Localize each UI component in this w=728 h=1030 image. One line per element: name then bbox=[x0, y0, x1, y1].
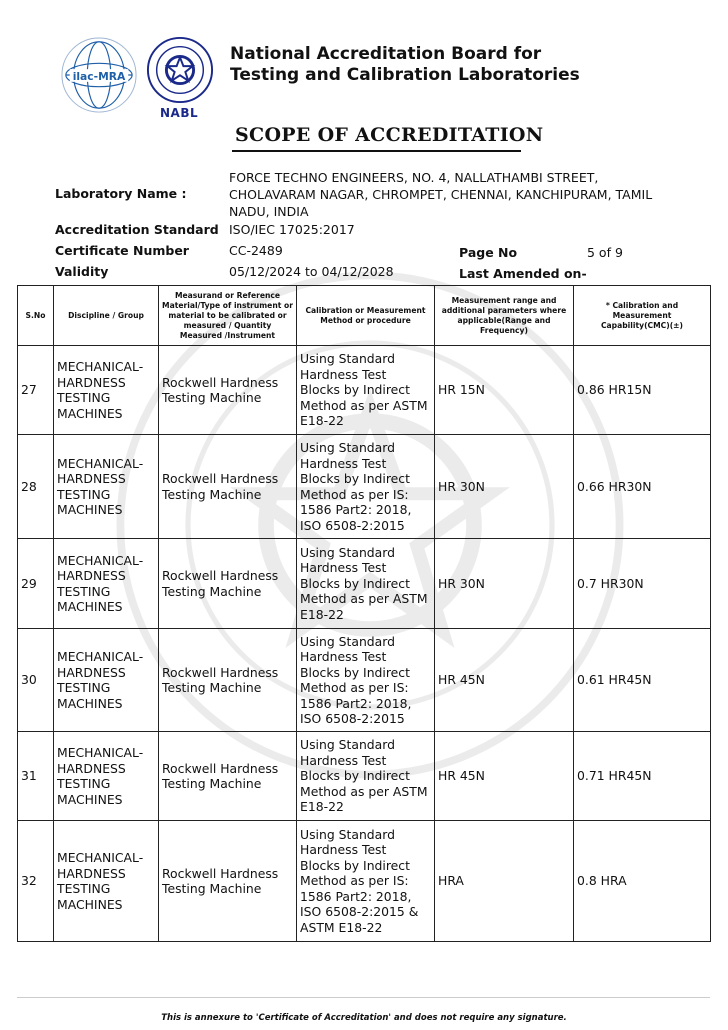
cell-cmc: 0.7 HR30N bbox=[574, 539, 711, 629]
cell-method: Using Standard Hardness Test Blocks by Indirect Method as per IS: 1586 Part2: 2018, ISO 6508-2:2015 bbox=[297, 629, 435, 732]
scope-title-underline bbox=[232, 150, 521, 152]
lab-name-line2: CHOLAVARAM NAGAR, CHROMPET, CHENNAI, KANCHIPURAM, TAMIL bbox=[229, 187, 653, 202]
cell-range: HR 15N bbox=[435, 346, 574, 435]
cell-instrument: Rockwell Hardness Testing Machine bbox=[159, 539, 297, 629]
cell-instrument: Rockwell Hardness Testing Machine bbox=[159, 821, 297, 942]
validity-label: Validity bbox=[55, 264, 109, 279]
cell-sno: 27 bbox=[18, 346, 54, 435]
cell-cmc: 0.71 HR45N bbox=[574, 732, 711, 821]
cell-instrument: Rockwell Hardness Testing Machine bbox=[159, 629, 297, 732]
cell-method: Using Standard Hardness Test Blocks by Indirect Method as per IS: 1586 Part2: 2018, ISO 6508-2:2015 & ASTM E18-22 bbox=[297, 821, 435, 942]
header-range: Measurement range and additional parameters where applicable(Range and Frequency) bbox=[435, 286, 574, 346]
table-row bbox=[18, 821, 711, 942]
table-row bbox=[18, 629, 711, 732]
cell-instrument: Rockwell Hardness Testing Machine bbox=[159, 435, 297, 539]
cell-sno: 31 bbox=[18, 732, 54, 821]
header-cmc: * Calibration and Measurement Capability(CMC)(±) bbox=[574, 286, 711, 346]
cell-range: HRA bbox=[435, 821, 574, 942]
cell-instrument: Rockwell Hardness Testing Machine bbox=[159, 346, 297, 435]
cell-discipline: MECHANICAL- HARDNESS TESTING MACHINES bbox=[54, 629, 159, 732]
cell-discipline: MECHANICAL- HARDNESS TESTING MACHINES bbox=[54, 435, 159, 539]
page-no-label: Page No bbox=[459, 245, 518, 260]
certificate-value: CC-2489 bbox=[229, 243, 283, 258]
cell-cmc: 0.8 HRA bbox=[574, 821, 711, 942]
ilac-logo-text: ilac-MRA bbox=[72, 69, 126, 83]
table-row bbox=[18, 435, 711, 539]
cell-range: HR 30N bbox=[435, 539, 574, 629]
header-method: Calibration or Measurement Method or procedure bbox=[297, 286, 435, 346]
certificate-label: Certificate Number bbox=[55, 243, 189, 258]
cell-discipline: MECHANICAL- HARDNESS TESTING MACHINES bbox=[54, 732, 159, 821]
ilac-mra-logo bbox=[60, 36, 138, 114]
lab-name-line3: NADU, INDIA bbox=[229, 204, 309, 219]
cell-discipline: MECHANICAL- HARDNESS TESTING MACHINES bbox=[54, 821, 159, 942]
footer-divider bbox=[17, 997, 710, 998]
cell-sno: 30 bbox=[18, 629, 54, 732]
cell-sno: 32 bbox=[18, 821, 54, 942]
footer-note: This is annexure to 'Certificate of Accreditation' and does not require any signature. bbox=[161, 1013, 567, 1023]
board-title-line1: National Accreditation Board for bbox=[230, 44, 542, 64]
nabl-logo bbox=[146, 36, 214, 104]
table-row bbox=[18, 346, 711, 435]
header-sno: S.No bbox=[18, 286, 54, 346]
board-title bbox=[230, 44, 580, 86]
scope-title: SCOPE OF ACCREDITATION bbox=[235, 124, 544, 146]
standard-value: ISO/IEC 17025:2017 bbox=[229, 222, 355, 237]
lab-name-line1: FORCE TECHNO ENGINEERS, NO. 4, NALLATHAMBI STREET, bbox=[229, 170, 599, 185]
table-row bbox=[18, 539, 711, 629]
header-discipline: Discipline / Group bbox=[54, 286, 159, 346]
cell-discipline: MECHANICAL- HARDNESS TESTING MACHINES bbox=[54, 346, 159, 435]
cell-sno: 29 bbox=[18, 539, 54, 629]
last-amended-label: Last Amended on- bbox=[459, 266, 587, 281]
cell-range: HR 45N bbox=[435, 629, 574, 732]
cell-discipline: MECHANICAL- HARDNESS TESTING MACHINES bbox=[54, 539, 159, 629]
table-row bbox=[18, 732, 711, 821]
table-header-row bbox=[18, 286, 711, 346]
cell-instrument: Rockwell Hardness Testing Machine bbox=[159, 732, 297, 821]
nabl-logo-label: NABL bbox=[160, 106, 199, 120]
lab-name-label: Laboratory Name : bbox=[55, 186, 187, 201]
validity-value: 05/12/2024 to 04/12/2028 bbox=[229, 264, 394, 279]
cell-range: HR 45N bbox=[435, 732, 574, 821]
cell-cmc: 0.61 HR45N bbox=[574, 629, 711, 732]
header-instrument: Measurand or Reference Material/Type of instrument or material to be calibrated or measured / Quantity Measured /Instrument bbox=[159, 286, 297, 346]
cell-method: Using Standard Hardness Test Blocks by Indirect Method as per ASTM E18-22 bbox=[297, 732, 435, 821]
cell-cmc: 0.66 HR30N bbox=[574, 435, 711, 539]
cell-sno: 28 bbox=[18, 435, 54, 539]
board-title-line2: Testing and Calibration Laboratories bbox=[230, 65, 580, 85]
cell-cmc: 0.86 HR15N bbox=[574, 346, 711, 435]
cell-method: Using Standard Hardness Test Blocks by Indirect Method as per ASTM E18-22 bbox=[297, 346, 435, 435]
cell-method: Using Standard Hardness Test Blocks by Indirect Method as per IS: 1586 Part2: 2018, ISO 6508-2:2015 bbox=[297, 435, 435, 539]
standard-label: Accreditation Standard bbox=[55, 222, 219, 237]
cell-range: HR 30N bbox=[435, 435, 574, 539]
lab-name-value bbox=[229, 169, 652, 220]
scope-table bbox=[17, 285, 711, 942]
cell-method: Using Standard Hardness Test Blocks by Indirect Method as per ASTM E18-22 bbox=[297, 539, 435, 629]
page-no-value: 5 of 9 bbox=[587, 245, 623, 260]
